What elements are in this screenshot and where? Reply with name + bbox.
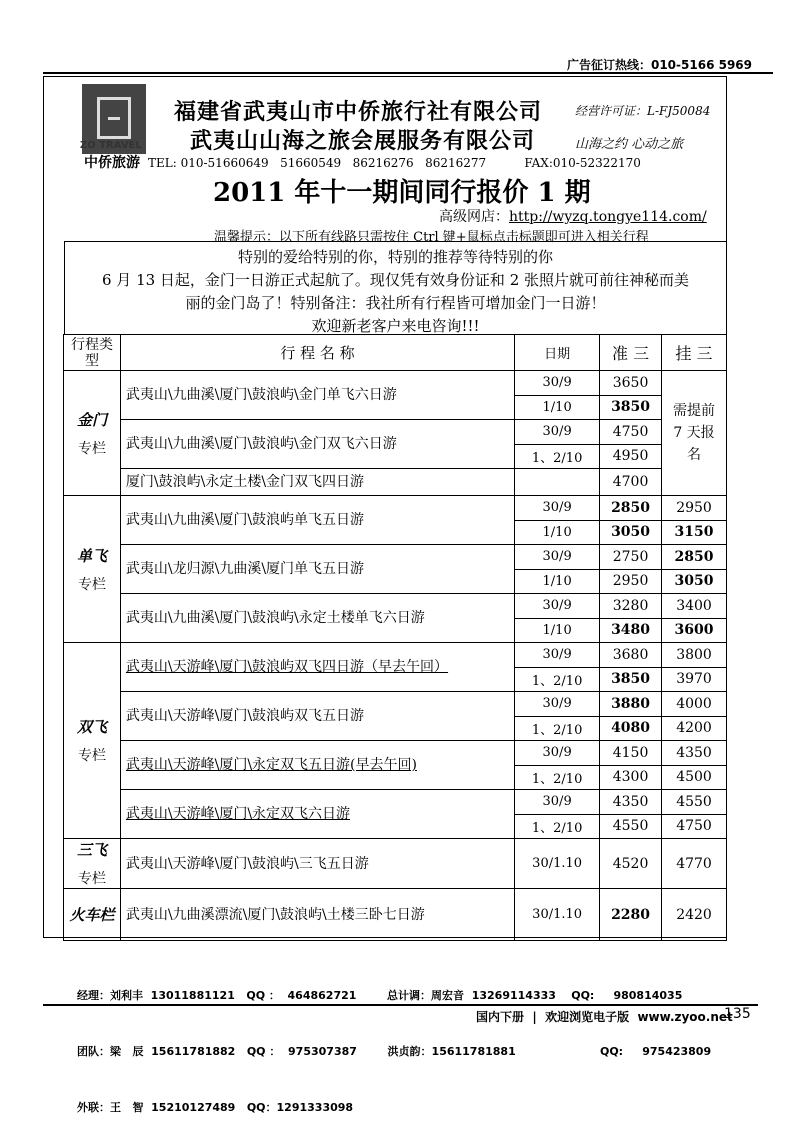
date-cell: 30/9 <box>515 545 600 570</box>
price-standard: 3650 <box>600 371 662 396</box>
date-cell: 30/1.10 <box>515 889 600 941</box>
table-row <box>64 741 727 766</box>
price-standard: 4520 <box>600 839 662 889</box>
date-cell: 1、2/10 <box>515 444 600 469</box>
section-title: 单飞 <box>76 546 107 565</box>
date-cell: 30/9 <box>515 594 600 619</box>
price-listed: 3970 <box>662 667 727 692</box>
price-listed: 3800 <box>662 643 727 668</box>
section-label <box>64 643 121 839</box>
route-name[interactable]: 武夷山\天游峰\厦门\鼓浪屿双飞四日游（早去午回） <box>120 643 514 692</box>
date-cell: 1、2/10 <box>515 765 600 790</box>
website-row <box>439 206 707 226</box>
price-listed: 4550 <box>662 790 727 815</box>
price-standard: 2750 <box>600 545 662 570</box>
price-standard: 4700 <box>600 469 662 496</box>
ad-hotline: 广告征订热线：010-5166 5969 <box>566 58 752 72</box>
route-name[interactable]: 武夷山\九曲溪漂流\厦门\鼓浪屿\土楼三卧七日游 <box>120 889 514 941</box>
price-listed: 3600 <box>662 618 727 643</box>
page-title: 2011 年十一期间同行报价 1 期 <box>213 178 591 208</box>
table-row <box>64 889 727 941</box>
price-listed: 3050 <box>662 569 727 594</box>
date-cell: 1/10 <box>515 520 600 545</box>
price-standard: 3680 <box>600 643 662 668</box>
table-row <box>64 692 727 717</box>
tip-line: 温馨提示：以下所有线路只需按住 Ctrl 键+鼠标点击标题即可进入相关行程 <box>214 230 649 245</box>
table-header <box>64 335 727 371</box>
contact-line: 经理：刘利丰 13011881121 QQ ： 464862721 总计调：周宏音 13269114333 QQ: 980814035 <box>77 989 683 1002</box>
date-cell: 30/9 <box>515 420 600 445</box>
price-listed: 2850 <box>662 545 727 570</box>
header-price-1: 准 三 <box>600 335 662 371</box>
section-label <box>64 496 121 643</box>
date-cell: 30/9 <box>515 371 600 396</box>
table-row <box>64 496 727 521</box>
price-standard: 4300 <box>600 765 662 790</box>
footer-text: 国内下册 | 欢迎浏览电子版 www.zyoo.net <box>476 1010 733 1024</box>
price-standard: 3850 <box>600 667 662 692</box>
price-listed: 4200 <box>662 716 727 741</box>
table-row <box>64 839 727 889</box>
table-row <box>64 469 727 496</box>
contact-line: 外联：王 智 15210127489 QQ：1291333098 <box>77 1101 354 1114</box>
date-cell: 1、2/10 <box>515 667 600 692</box>
route-name[interactable]: 武夷山\天游峰\厦门\鼓浪屿双飞五日游 <box>120 692 514 741</box>
price-standard: 3280 <box>600 594 662 619</box>
date-cell: 1/10 <box>515 569 600 594</box>
table-row <box>64 594 727 619</box>
price-listed: 2950 <box>662 496 727 521</box>
license: 经营许可证：L-FJ50084 <box>575 104 711 118</box>
price-standard: 2850 <box>600 496 662 521</box>
route-name[interactable]: 武夷山\龙归源\九曲溪\厦门单飞五日游 <box>120 545 514 594</box>
price-standard: 4550 <box>600 814 662 839</box>
logo-cn: 中侨旅游 <box>84 155 140 171</box>
header-rule <box>43 72 773 74</box>
date-cell: 30/9 <box>515 790 600 815</box>
section-sub: 专栏 <box>77 440 106 457</box>
phone-line: TEL: 010-51660649 51660549 86216276 86216277 FAX:010-52322170 <box>148 156 641 170</box>
price-table <box>63 334 727 941</box>
price-standard: 4750 <box>600 420 662 445</box>
website-label: 高级网店： <box>439 209 509 225</box>
contacts <box>77 949 711 1136</box>
date-cell: 30/1.10 <box>515 839 600 889</box>
notice-line: 欢迎新老客户来电咨询!!! <box>311 317 480 335</box>
footer-rule <box>43 1004 758 1006</box>
price-listed: 3150 <box>662 520 727 545</box>
section-title: 双飞 <box>76 718 107 736</box>
section-sub: 专栏 <box>77 871 106 887</box>
header-date: 日期 <box>515 335 600 371</box>
price-standard: 4150 <box>600 741 662 766</box>
route-name[interactable]: 厦门\鼓浪屿\永定土楼\金门双飞四日游 <box>120 469 514 496</box>
table-row <box>64 420 727 445</box>
price-standard: 2280 <box>600 889 662 941</box>
price-listed: 4350 <box>662 741 727 766</box>
header-name: 行 程 名 称 <box>120 335 514 371</box>
date-cell <box>515 469 600 496</box>
header-type: 行程类型 <box>64 335 121 371</box>
table-row <box>64 371 727 396</box>
route-name[interactable]: 武夷山\九曲溪\厦门\鼓浪屿\永定土楼单飞六日游 <box>120 594 514 643</box>
date-cell: 30/9 <box>515 496 600 521</box>
section-label <box>64 371 121 496</box>
route-name[interactable]: 武夷山\九曲溪\厦门\鼓浪屿单飞五日游 <box>120 496 514 545</box>
header-price-2: 挂 三 <box>662 335 727 371</box>
route-name[interactable]: 武夷山\九曲溪\厦门\鼓浪屿\金门双飞六日游 <box>120 420 514 469</box>
page-number: 135 <box>724 1006 751 1022</box>
section-title: 火车栏 <box>69 906 115 924</box>
price-listed: 3400 <box>662 594 727 619</box>
website-link[interactable]: http://wyzq.tongye114.com/ <box>509 209 707 225</box>
table-row <box>64 790 727 815</box>
price-standard: 4950 <box>600 444 662 469</box>
company-name-2: 武夷山山海之旅会展服务有限公司 <box>190 128 536 154</box>
route-name[interactable]: 武夷山\天游峰\厦门\鼓浪屿\三飞五日游 <box>120 839 514 889</box>
price-listed: 4750 <box>662 814 727 839</box>
date-cell: 30/9 <box>515 692 600 717</box>
price-standard: 2950 <box>600 569 662 594</box>
section-label <box>64 839 121 889</box>
notice-line: 特别的爱给特别的你，特别的推荐等待特别的你 <box>237 248 553 266</box>
price-standard: 4080 <box>600 716 662 741</box>
contact-line: 团队：梁 辰 15611781882 QQ ： 975307387 洪贞韵：15611781881 QQ: 975423809 <box>77 1045 712 1058</box>
route-name[interactable]: 武夷山\天游峰\厦门\永定双飞六日游 <box>120 790 514 839</box>
logo-text: ZO TRAVEL <box>80 140 142 151</box>
price-listed: 2420 <box>662 889 727 941</box>
section-title: 金门 <box>76 410 107 429</box>
slogan: 山海之约 心动之旅 <box>575 137 684 152</box>
section-label <box>64 889 121 941</box>
route-name[interactable]: 武夷山\天游峰\厦门\永定双飞五日游(早去午回) <box>120 741 514 790</box>
merged-note: 需提前 7 天报名 <box>662 371 727 496</box>
date-cell: 30/9 <box>515 643 600 668</box>
price-listed: 4500 <box>662 765 727 790</box>
notice-box <box>64 241 727 334</box>
price-standard: 3050 <box>600 520 662 545</box>
price-listed: 4770 <box>662 839 727 889</box>
section-sub: 专栏 <box>77 576 106 593</box>
price-standard: 3480 <box>600 618 662 643</box>
price-standard: 3850 <box>600 395 662 420</box>
date-cell: 1、2/10 <box>515 814 600 839</box>
notice-line: 6 月 13 日起，金门一日游正式起航了。现仅凭有效身份证和 2 张照片就可前往神秘而美 <box>101 271 690 289</box>
section-sub: 专栏 <box>77 748 106 764</box>
price-standard: 3880 <box>600 692 662 717</box>
price-listed: 4000 <box>662 692 727 717</box>
table-row <box>64 545 727 570</box>
date-cell: 1、2/10 <box>515 716 600 741</box>
date-cell: 1/10 <box>515 618 600 643</box>
date-cell: 1/10 <box>515 395 600 420</box>
route-name[interactable]: 武夷山\九曲溪\厦门\鼓浪屿\金门单飞六日游 <box>120 371 514 420</box>
table-row <box>64 643 727 668</box>
section-title: 三飞 <box>76 841 107 859</box>
date-cell: 30/9 <box>515 741 600 766</box>
notice-line: 丽的金门岛了！特别备注：我社所有行程皆可增加金门一日游！ <box>185 294 606 312</box>
company-name-1: 福建省武夷山市中侨旅行社有限公司 <box>174 99 543 125</box>
price-standard: 4350 <box>600 790 662 815</box>
logo-mark <box>97 97 131 139</box>
